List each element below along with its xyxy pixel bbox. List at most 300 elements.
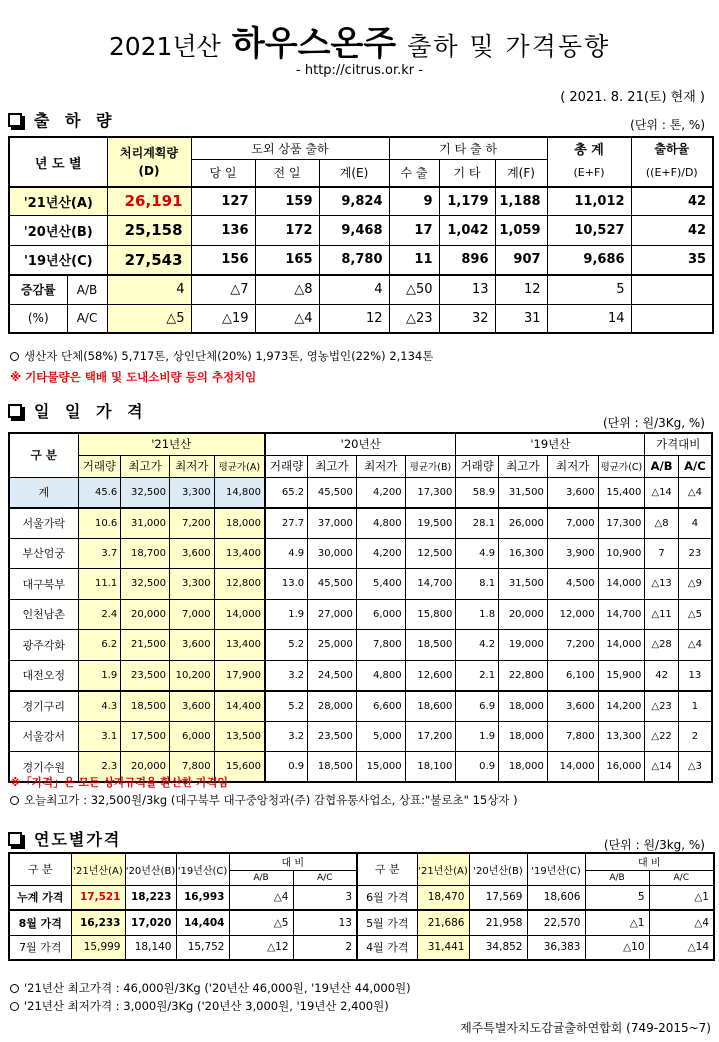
header-ac: A/C [649,870,714,885]
cell-value: 6,000 [356,599,405,630]
header-domestic: 도외 상품 출하 [191,137,389,159]
cell-rate: 42 [631,187,713,215]
cell-rate: 35 [631,245,713,275]
cell-value: 31,500 [499,477,548,508]
cell-plan: 25,158 [107,215,191,245]
cell-value: 14,400 [214,691,265,722]
diff-ac: A/C [67,304,107,333]
cell-value: 3,600 [169,691,214,722]
cell-value: 14,700 [405,569,456,600]
cell-value: 4,800 [356,660,405,691]
cell-plan: 27,543 [107,245,191,275]
cell-value: 18,223 [125,885,176,910]
cell-value: 15,800 [405,599,456,630]
daily-price-table [8,432,713,783]
header-plan: 처리계획량 (D) [107,137,191,187]
cell-sum-e: 12 [319,304,389,333]
cell-value: 17,200 [405,721,456,752]
cell-value: 13,400 [214,630,265,661]
cell-value: 18,700 [121,538,170,569]
cell-value: 22,570 [527,910,585,935]
cell-value: 2 [678,721,712,752]
cell-value: 28.1 [456,508,499,539]
header-year: 년 도 별 [9,137,107,187]
cell-value: 1.9 [78,660,121,691]
cell-plan: 26,191 [107,187,191,215]
cell-value: △14 [645,477,679,508]
cell-value: 6,100 [547,660,598,691]
row-market: 경기구리 [9,691,78,722]
cell-export: 17 [389,215,439,245]
cell-value: 7,200 [547,630,598,661]
row-period: 8월 가격 [9,910,71,935]
cell-value: 14,800 [214,477,265,508]
table-row [9,477,712,508]
header-export: 수 출 [389,159,439,187]
cell-value: 30,000 [308,538,357,569]
header-other: 기 타 출 하 [389,137,547,159]
cell-value: 4,500 [547,569,598,600]
cell-etc: 1,179 [439,187,495,215]
cell-sum-f: 1,188 [495,187,547,215]
table-row [9,660,712,691]
cell-value: 18,000 [214,508,265,539]
cell-value: 3.1 [78,721,121,752]
cell-total: 14 [547,304,631,333]
cell-value: 3,600 [547,477,598,508]
cell-value: 12,500 [405,538,456,569]
cell-value: 16,000 [598,752,645,783]
cell-value: 23,500 [308,721,357,752]
cell-value: 27.7 [265,508,308,539]
cell-value: 7,200 [169,508,214,539]
checkbox-square-icon [8,832,22,846]
header-vol: 거래량 [78,455,121,477]
cell-value: 31,000 [121,508,170,539]
cell-value: 7,800 [356,630,405,661]
row-period: 6월 가격 [357,885,417,910]
cell-value: 1.8 [456,599,499,630]
cell-value: 12,600 [405,660,456,691]
cell-prev: 172 [255,215,319,245]
cell-today: 156 [191,245,255,275]
cell-prev: △4 [255,304,319,333]
cell-value: 17,569 [469,885,527,910]
cell-value: 22,800 [499,660,548,691]
cell-value: 3,300 [169,477,214,508]
cell-value: 23,500 [121,660,170,691]
cell-sum-e: 9,824 [319,187,389,215]
cell-value: 11.1 [78,569,121,600]
cell-export: 9 [389,187,439,215]
header-vol: 거래량 [265,455,308,477]
header-etc: 기 타 [439,159,495,187]
daily-unit: (단위 : 원/3Kg, %) [602,416,705,430]
header-20: '20년산 [265,433,456,455]
cell-today: △19 [191,304,255,333]
cell-value: 5,400 [356,569,405,600]
cell-value: 5,000 [356,721,405,752]
footer-organization: 제주특별자치도감귤출하연합회 (749-2015~7) [460,1021,711,1035]
cell-value: 13,300 [598,721,645,752]
diff-pct: (%) [9,304,67,333]
cell-value: 21,500 [121,630,170,661]
cell-value: 3,900 [547,538,598,569]
cell-value: 14,000 [598,569,645,600]
cell-value: 15,752 [176,935,229,960]
cell-value: 2.4 [78,599,121,630]
header-avg-a: 평균가(A) [214,455,265,477]
cell-plan: 4 [107,275,191,304]
cell-value: 17,900 [214,660,265,691]
report-date: ( 2021. 8. 21(토) 현재 ) [560,90,705,105]
diff-ab: A/B [67,275,107,304]
cell-value: 3,600 [169,538,214,569]
cell-value: 32,500 [121,477,170,508]
table-row [9,538,712,569]
yearly-note-highest: '21년산 최고가격 : 46,000원/3Kg ('20년산 46,000원, '19년산 44,000원) [10,980,411,996]
cell-value: 20,000 [499,599,548,630]
row-market: 대구북부 [9,569,78,600]
section-yearly-title: 연도별가격 [8,827,121,850]
cell-value: 0.9 [265,752,308,783]
cell-value: 17,521 [71,885,125,910]
header-high: 최고가 [121,455,170,477]
header-19: '19년산(C) [176,853,229,885]
cell-value: 18,100 [405,752,456,783]
header-cmp: 대 비 [229,853,357,870]
header-total-sub: (E+F) [547,159,631,187]
header-gubun: 구 분 [357,853,417,885]
cell-value: 27,000 [308,599,357,630]
header-prev: 전 일 [255,159,319,187]
cell-value: 14,200 [598,691,645,722]
cell-value: 14,000 [598,630,645,661]
cell-sum-f: 12 [495,275,547,304]
row-market: 경기수원 [9,752,78,783]
cell-value: △12 [229,935,293,960]
cell-sum-f: 907 [495,245,547,275]
daily-note-highest: 오늘최고가 : 32,500원/3kg (대구북부 대구중앙청과(주) 감협유통사업소, 상표:"불로초" 15상자 ) [10,792,518,808]
header-avg-b: 평균가(B) [405,455,456,477]
yearly-note-lowest: '21년산 최저가격 : 3,000원/3Kg ('20년산 3,000원, '19년산 2,400원) [10,998,389,1014]
title-year: 2021년산 [108,32,221,61]
cell-value: 31,500 [499,569,548,600]
header-ac: A/C [293,870,357,885]
table-row [9,599,712,630]
cell-value: 3,600 [169,630,214,661]
shipment-table [8,136,714,334]
cell-value: 7,800 [169,752,214,783]
table-row [9,885,714,910]
cell-value: 58.9 [456,477,499,508]
cell-value: 18,140 [125,935,176,960]
shipment-note-producers: 생산자 단체(58%) 5,717톤, 상인단체(20%) 1,973톤, 영농법인(22%) 2,134톤 [10,348,433,364]
header-sum-e: 계(E) [319,159,389,187]
cell-today: 127 [191,187,255,215]
cell-today: 136 [191,215,255,245]
cell-value: 4,800 [356,508,405,539]
header-cmp: 대 비 [585,853,714,870]
cell-prev: 165 [255,245,319,275]
cell-rate [631,275,713,304]
header-ac: A/C [678,455,712,477]
cell-value: 23 [678,538,712,569]
cell-total: 5 [547,275,631,304]
cell-value: 36,383 [527,935,585,960]
cell-value: △4 [678,477,712,508]
table-row [9,721,712,752]
cell-value: 45,500 [308,569,357,600]
cell-value: 17,020 [125,910,176,935]
daily-note-price: ※「가격」은 모든 상자규격을 환산한 가격임 [10,776,229,789]
cell-value: 2.1 [456,660,499,691]
cell-value: 10,900 [598,538,645,569]
cell-value: 16,233 [71,910,125,935]
cell-value: △1 [649,885,714,910]
cell-value: 18,000 [499,721,548,752]
cell-value: △22 [645,721,679,752]
row-market: 대전오정 [9,660,78,691]
row-label: '20년산(B) [9,215,107,245]
cell-value: △23 [645,691,679,722]
cell-value: 65.2 [265,477,308,508]
cell-value: 3.2 [265,660,308,691]
cell-export: △23 [389,304,439,333]
cell-value: 17,300 [405,477,456,508]
cell-prev: △8 [255,275,319,304]
row-label: '19년산(C) [9,245,107,275]
cell-value: 12,000 [547,599,598,630]
header-low: 최저가 [547,455,598,477]
cell-value: △3 [678,752,712,783]
header-21: '21년산 [78,433,265,455]
cell-value: 14,700 [598,599,645,630]
header-low: 최저가 [356,455,405,477]
cell-value: 25,000 [308,630,357,661]
cell-value: 18,500 [121,691,170,722]
header-cmp: 가격대비 [645,433,712,455]
cell-value: △4 [649,910,714,935]
cell-value: 16,300 [499,538,548,569]
header-21: '21년산(A) [71,853,125,885]
cell-value: 4.9 [456,538,499,569]
header-gubun: 구 분 [9,433,78,477]
header-21: '21년산(A) [417,853,469,885]
header-today: 당 일 [191,159,255,187]
cell-value: 5.2 [265,630,308,661]
cell-value: 3.7 [78,538,121,569]
site-url: - http://citrus.or.kr - [296,63,423,78]
cell-value: 15,000 [356,752,405,783]
cell-sum-e: 4 [319,275,389,304]
cell-value: △4 [229,885,293,910]
row-market: 서울강서 [9,721,78,752]
cell-value: 18,600 [405,691,456,722]
cell-value: 21,686 [417,910,469,935]
cell-value: 18,000 [499,691,548,722]
cell-value: △8 [645,508,679,539]
row-period: 5월 가격 [357,910,417,935]
cell-value: 2 [293,935,357,960]
cell-value: 26,000 [499,508,548,539]
table-row [9,630,712,661]
cell-total: 9,686 [547,245,631,275]
cell-value: 7 [645,538,679,569]
header-ab: A/B [645,455,679,477]
cell-value: △13 [645,569,679,600]
diff-label: 증감률 [9,275,67,304]
cell-total: 11,012 [547,187,631,215]
checkbox-square-icon [8,404,22,418]
table-row [9,910,714,935]
cell-value: △10 [585,935,649,960]
cell-total: 10,527 [547,215,631,245]
cell-value: 5.2 [265,691,308,722]
cell-value: 18,606 [527,885,585,910]
cell-value: △5 [678,599,712,630]
title-product: 하우스온주 [231,24,397,64]
cell-value: 2.3 [78,752,121,783]
header-20: '20년산(B) [125,853,176,885]
cell-value: 3 [293,885,357,910]
circle-bullet-icon [10,796,19,805]
cell-value: 16,993 [176,885,229,910]
cell-value: 15,900 [598,660,645,691]
cell-value: 17,300 [598,508,645,539]
cell-value: 8.1 [456,569,499,600]
shipment-unit: (단위 : 톤, %) [630,118,705,132]
cell-value: 20,000 [121,752,170,783]
circle-bullet-icon [10,352,19,361]
header-ab: A/B [585,870,649,885]
header-gubun: 구 분 [9,853,71,885]
row-market: 부산엄궁 [9,538,78,569]
row-market: 계 [9,477,78,508]
header-high: 최고가 [499,455,548,477]
cell-value: 3,300 [169,569,214,600]
cell-value: 31,441 [417,935,469,960]
cell-value: 17,500 [121,721,170,752]
header-low: 최저가 [169,455,214,477]
cell-value: 19,000 [499,630,548,661]
cell-etc: 896 [439,245,495,275]
cell-value: 5 [585,885,649,910]
table-row [9,569,712,600]
cell-value: 1.9 [456,721,499,752]
circle-bullet-icon [10,1002,19,1011]
row-market: 서울가락 [9,508,78,539]
header-total: 총 계 [547,137,631,159]
cell-etc: 1,042 [439,215,495,245]
header-20: '20년산(B) [469,853,527,885]
cell-value: 3.2 [265,721,308,752]
cell-today: △7 [191,275,255,304]
cell-rate: 42 [631,215,713,245]
cell-value: 45.6 [78,477,121,508]
cell-value: △28 [645,630,679,661]
cell-value: 18,500 [308,752,357,783]
header-high: 최고가 [308,455,357,477]
header-rate-sub: ((E+F)/D) [631,159,713,187]
cell-value: 4,200 [356,477,405,508]
cell-value: 15,999 [71,935,125,960]
cell-plan: △5 [107,304,191,333]
checkbox-square-icon [8,113,22,127]
cell-value: 13,500 [214,721,265,752]
cell-value: 18,000 [499,752,548,783]
cell-value: 14,404 [176,910,229,935]
cell-export: 11 [389,245,439,275]
cell-value: △1 [585,910,649,935]
cell-value: 18,470 [417,885,469,910]
cell-value: △4 [678,630,712,661]
cell-value: 7,000 [547,508,598,539]
cell-value: 6.2 [78,630,121,661]
cell-value: 12,800 [214,569,265,600]
cell-value: △5 [229,910,293,935]
cell-value: 14,000 [214,599,265,630]
cell-value: △11 [645,599,679,630]
cell-value: 4.3 [78,691,121,722]
cell-value: 7,000 [169,599,214,630]
cell-value: △14 [645,752,679,783]
table-row [9,508,712,539]
cell-value: 20,000 [121,599,170,630]
cell-value: 13,400 [214,538,265,569]
cell-export: △50 [389,275,439,304]
table-row [9,691,712,722]
header-sum-f: 계(F) [495,159,547,187]
table-row [9,935,714,960]
header-avg-c: 평균가(C) [598,455,645,477]
cell-value: 18,500 [405,630,456,661]
cell-value: 34,852 [469,935,527,960]
header-19: '19년산(C) [527,853,585,885]
cell-value: 13 [678,660,712,691]
cell-value: 1.9 [265,599,308,630]
cell-value: 21,958 [469,910,527,935]
cell-etc: 13 [439,275,495,304]
row-period: 누계 가격 [9,885,71,910]
page-title [0,16,719,65]
cell-value: 45,500 [308,477,357,508]
cell-etc: 32 [439,304,495,333]
cell-value: 4.2 [456,630,499,661]
row-period: 7월 가격 [9,935,71,960]
cell-value: △14 [649,935,714,960]
title-subtitle: 출하 및 가격동향 [407,32,611,61]
header-ab: A/B [229,870,293,885]
shipment-note-estimate: ※ 기타물량은 택배 및 도내소비량 등의 추정치임 [10,370,257,384]
circle-bullet-icon [10,984,19,993]
cell-sum-e: 8,780 [319,245,389,275]
cell-value: 13 [293,910,357,935]
section-shipment-title: 출 하 량 [8,108,117,131]
section-daily-title: 일 일 가 격 [8,399,148,422]
cell-value: 4,200 [356,538,405,569]
cell-value: 28,000 [308,691,357,722]
cell-sum-f: 31 [495,304,547,333]
cell-value: 4.9 [265,538,308,569]
cell-value: 14,000 [547,752,598,783]
yearly-price-table [8,852,715,961]
cell-value: 6,600 [356,691,405,722]
cell-value: 15,600 [214,752,265,783]
cell-sum-e: 9,468 [319,215,389,245]
cell-value: 6.9 [456,691,499,722]
cell-value: 1 [678,691,712,722]
